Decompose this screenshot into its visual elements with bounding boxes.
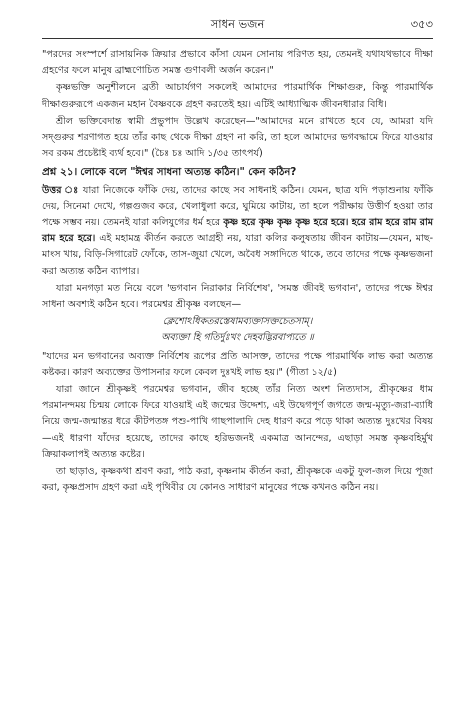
page-number: ৩৫৩ bbox=[410, 17, 433, 31]
answer-text-part2: এই মহামন্ত্র কীর্তন করতে আগ্রহী নয়, যারা কলির কলুষতায় জীবন কাটায়—যেমন, মাছ-মাংস খায়, বিড়ি-সিগারেট ফোঁকে, তাস-জুয়া খেলে, অবৈধ সঙ্গাদিতে থাকে, তবে তাদের পক্ষে কৃষ্ণভজনা করা অত্যন্ত কঠিন ব্যাপার। bbox=[42, 233, 434, 277]
verse-line-1: ক্লেশোঽধিকতরস্তেষামব্যক্তাসক্তচেতসাম্। bbox=[162, 316, 313, 328]
verse-line-2: অব্যক্তা হি গতির্দুঃখং দেহবদ্ভিরবাপ্যতে ॥ bbox=[161, 332, 314, 344]
mahamantra: কৃষ্ণ হরে কৃষ্ণ কৃষ্ণ কৃষ্ণ হরে হরে। হরে রাম হরে রাম রাম রাম হরে হরে। bbox=[42, 217, 434, 245]
question-text: লোকে বলে "ঈশ্বর সাধনা অত্যন্ত কঠিন।" কেন কঠিন? bbox=[80, 167, 297, 179]
page-body bbox=[42, 47, 433, 496]
paragraph-nirakar: যারা মনগড়া মত নিয়ে বলে 'ভগবান নিরাকার নির্বিশেষ', 'সমস্ত জীবই ভগবান', তাদের পক্ষে ঈশ্বর সাধনা অবশ্যই কঠিন হবে। পরমেশ্বর শ্রীকৃষ্ণ বলছেন— bbox=[42, 282, 433, 311]
paragraph-verse-translation: "যাদের মন ভগবানের অব্যক্ত নির্বিশেষ রূপের প্রতি আসক্ত, তাদের পক্ষে পারমার্থিক লাভ করা অত্যন্ত কষ্টকর। কারণ অব্যক্তের উপাসনার ফলে কেবল দুঃখই লাভ হয়।" (গীতা ১২/৫) bbox=[42, 350, 433, 378]
answer-label: উত্তর ঃ bbox=[42, 184, 80, 196]
paragraph-quote-parash: "পরদের সংস্পর্শে রাসায়নিক ক্রিয়ার প্রভাবে কাঁসা যেমন সোনায় পরিণত হয়, তেমনই যথাযথভাবে দীক্ষা গ্রহণের ফলে মানুষ ব্রাহ্মণোচিত সমস্ত গুণাবলী অর্জন করেন।" bbox=[42, 49, 433, 77]
paragraph-krishna-supreme: যারা জানে শ্রীকৃষ্ণই পরমেশ্বর ভগবান, জীব হচ্ছে তাঁর নিত্য অংশ নিত্যদাস, শ্রীকৃষ্ণের ধাম পরমানন্দময় চিন্ময় লোকে ফিরে যাওয়াই এই জন্মের উদ্দেশ্য, এই উদ্বেগপূর্ণ জগতে জন্ম-মৃত্যু-জরা-ব্যাধি নিয়ে জন্ম-জন্মান্তর ধরে কীটপতঙ্গ পশু-পাখি গাছপালাদি দেহ ধারণ করে পড়ে থাকা অত্যন্ত দুঃখের বিষয়—এই ধারণা যাঁদের হয়েছে, তাদের কাছে হরিভজনই একমাত্র আনন্দের, এছাড়া সমস্ত কৃষ্ণবহির্মুখ ক্রিয়াকলাপই অত্যন্ত কষ্টের। bbox=[42, 384, 433, 460]
answer-21 bbox=[42, 183, 433, 280]
paragraph-acharyas: কৃষ্ণভক্তি অনুশীলনে ব্রতী আচার্যগণ সকলেই আমাদের পারমার্থিক শিক্ষাগুরু, কিন্তু পারমার্থিক দীক্ষাগুরুরূপে একজন মহান বৈষ্ণবকে গ্রহণ করতেই হয়। এটিই আধ্যাত্মিক জীবনধারার বিধি। bbox=[42, 82, 433, 110]
answer-text-part1: যারা নিজেকে ফাঁকি দেয়, তাদের কাছে সব সাধনাই কঠিন। যেমন, ছাত্র যদি পড়াশুনায় ফাঁকি দেয়, সিনেমা দেখে, গল্পগুজব করে, খেলাধুলা করে, ঘুমিয়ে কাটায়, তা হলে পরীক্ষায় উত্তীর্ণ হওয়া তার পক্ষে সম্ভব নয়। তেমনই যারা কলিযুগের ধর্ম হরে bbox=[42, 184, 434, 229]
question-label: প্রশ্ন ২১। bbox=[42, 166, 78, 179]
running-header bbox=[42, 14, 433, 32]
running-title: সাধন ভজন bbox=[210, 17, 265, 31]
paragraph-easy-practice: তা ছাড়াও, কৃষ্ণকথা শ্রবণ করা, পাঠ করা, কৃষ্ণনাম কীর্তন করা, শ্রীকৃষ্ণকে একটু ফুল-জল দিয়ে পূজা করা, কৃষ্ণপ্রসাদ গ্রহণ করা এই পৃথিবীর যে কোনও সাধারণ মানুষের পক্ষে কখনও কঠিন নয়। bbox=[42, 466, 433, 494]
paragraph-prabhupada-quote: শ্রীল ভক্তিবেদান্ত স্বামী প্রভুপাদ উল্লেখ করেছেন—"আমাদের মনে রাখতে হবে যে, আমরা যদি সদ্গুরুর শরণাগত হয়ে তাঁর কাছ থেকে দীক্ষা গ্রহণ না করি, তা হলে আমাদের ভগবদ্ধামে ফিরে যাওয়ার সব রকম প্রচেষ্টাই ব্যর্থ হবে।" (চৈঃ চঃ আদি ১/৩৫ তাৎপর্য) bbox=[42, 115, 433, 160]
gita-verse bbox=[42, 314, 433, 346]
question-21 bbox=[42, 164, 433, 181]
header-rule bbox=[42, 38, 433, 39]
